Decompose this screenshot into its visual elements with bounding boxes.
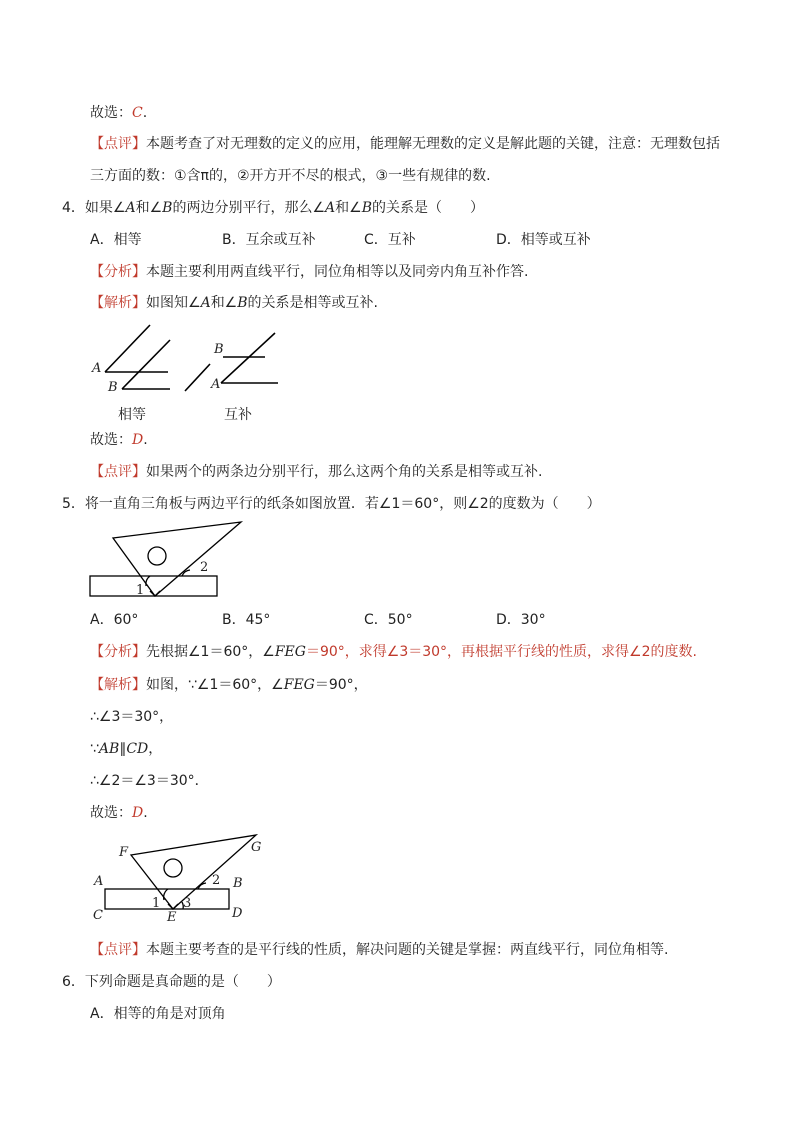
q4-option-b: B．互余或互补 bbox=[222, 232, 316, 248]
q5-option-c: C．50° bbox=[364, 612, 413, 628]
q5-fig2-label-g: G bbox=[251, 840, 262, 855]
comment-tag: 【点评】 bbox=[90, 136, 146, 152]
q5-answer: 故选：D. bbox=[90, 805, 148, 821]
q5-fig2-label-e: E bbox=[167, 910, 177, 925]
q5-stem: 5．将一直角三角板与两边平行的纸条如图放置．若∠1＝60°，则∠2的度数为（ ） bbox=[62, 496, 601, 512]
q4-fig-label-b2: B bbox=[214, 342, 224, 357]
q3-comment-line1: 【点评】本题考查了对无理数的定义的应用，能理解无理数的定义是解此题的关键，注意：无理数包括 bbox=[90, 136, 720, 152]
q4-solution: 【解析】如图知∠A和∠B的关系是相等或互补. bbox=[90, 295, 378, 311]
q5-fig2-label-b: B bbox=[233, 876, 243, 891]
q4-fig-label-a: A bbox=[92, 361, 102, 376]
q4-option-d: D．相等或互补 bbox=[496, 232, 591, 248]
q4-fig-caption-equal: 相等 bbox=[118, 407, 146, 423]
q3-comment-line2: 三方面的数：①含π的，②开方开不尽的根式，③一些有规律的数. bbox=[90, 168, 491, 184]
q4-option-a: A．相等 bbox=[90, 232, 142, 248]
q4-fig-label-b: B bbox=[108, 380, 118, 395]
q5-fig2-label-a: A bbox=[94, 874, 104, 889]
q5-fig2-angle-2: 2 bbox=[212, 873, 221, 888]
q4-option-c: C．互补 bbox=[364, 232, 416, 248]
q4-analysis: 【分析】本题主要利用两直线平行，同位角相等以及同旁内角互补作答. bbox=[90, 264, 529, 280]
q5-fig2-angle-3: 3 bbox=[183, 896, 192, 911]
q5-fig2-label-d: D bbox=[232, 906, 243, 921]
q5-option-a: A．60° bbox=[90, 612, 139, 628]
q4-stem: 4．如果∠A和∠B的两边分别平行，那么∠A和∠B的关系是（ ） bbox=[62, 200, 485, 216]
q6-stem: 6．下列命题是真命题的是（ ） bbox=[62, 974, 281, 990]
q5-option-b: B．45° bbox=[222, 612, 271, 628]
q5-step1: ∴∠3＝30°， bbox=[90, 709, 174, 725]
q5-step2: ∵AB∥CD， bbox=[90, 741, 163, 757]
q5-analysis: 【分析】先根据∠1＝60°，∠FEG＝90°，求得∠3＝30°，再根据平行线的性质，求得∠2的度数. bbox=[90, 644, 697, 660]
q4-comment: 【点评】如果两个的两条边分别平行，那么这两个角的关系是相等或互补. bbox=[90, 464, 543, 480]
q4-answer: 故选：D. bbox=[90, 432, 148, 448]
q5-fig2-label-f: F bbox=[119, 845, 129, 860]
q4-fig-label-a2: A bbox=[211, 377, 221, 392]
q5-fig2-angle-1: 1 bbox=[152, 896, 161, 911]
q3-answer: 故选：C. bbox=[90, 105, 148, 121]
q5-step3: ∴∠2＝∠3＝30°． bbox=[90, 773, 209, 789]
q5-fig1-angle-1: 1 bbox=[136, 583, 145, 598]
q5-fig2-label-c: C bbox=[93, 908, 103, 923]
q4-fig-caption-supplementary: 互补 bbox=[224, 407, 252, 423]
q5-comment: 【点评】本题主要考查的是平行线的性质，解决问题的关键是掌握：两直线平行，同位角相等. bbox=[90, 942, 669, 958]
q5-solution: 【解析】如图，∵∠1＝60°，∠FEG＝90°， bbox=[90, 677, 368, 693]
q6-option-a: A．相等的角是对顶角 bbox=[90, 1006, 226, 1022]
q5-option-d: D．30° bbox=[496, 612, 546, 628]
q5-fig1-angle-2: 2 bbox=[200, 560, 209, 575]
